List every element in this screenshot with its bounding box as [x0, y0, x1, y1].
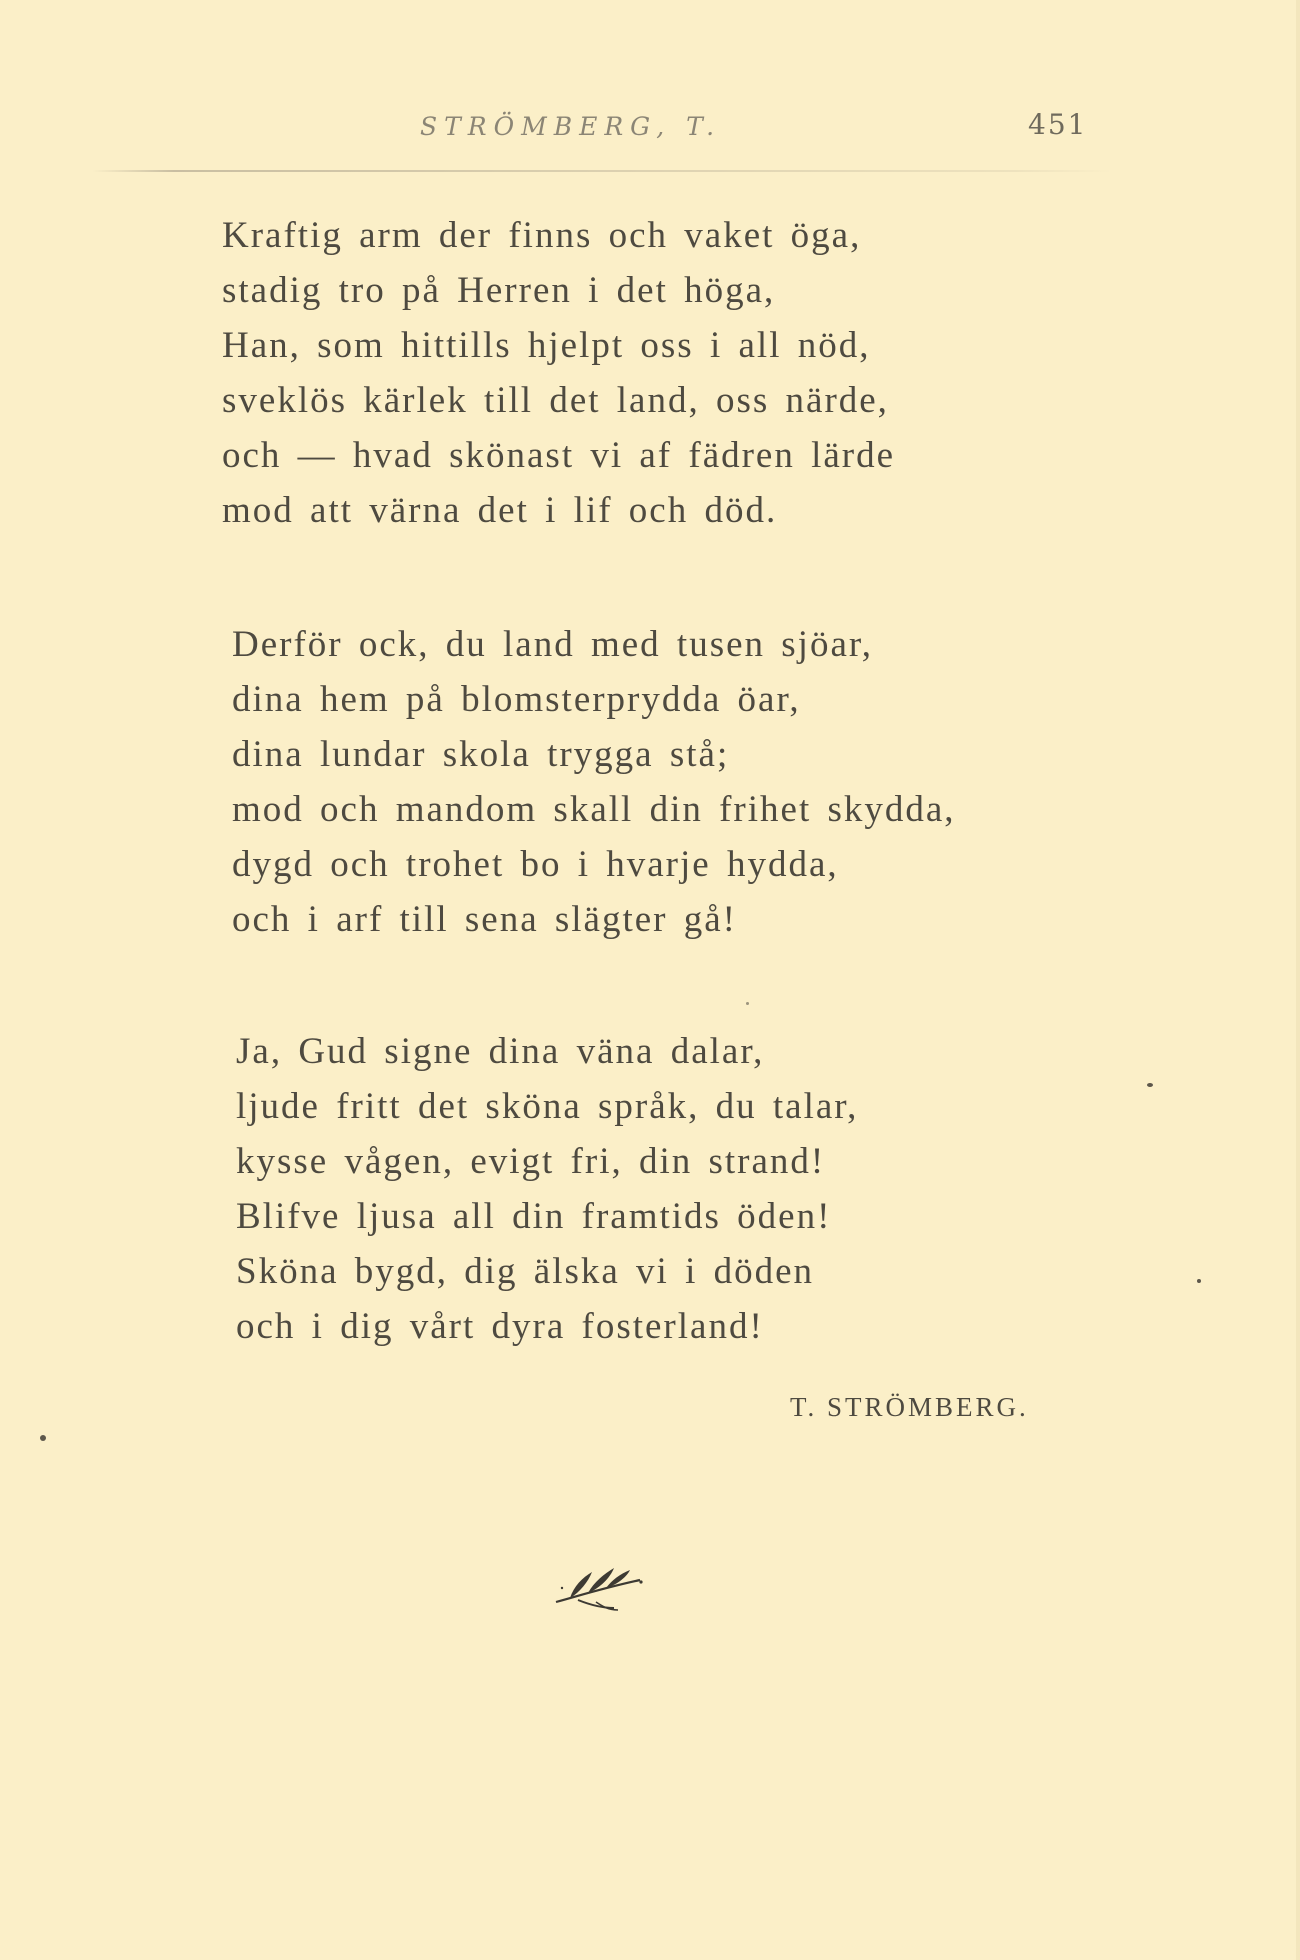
- author-signature: T. STRÖMBERG.: [790, 1392, 1029, 1422]
- poem-line: ljude fritt det sköna språk, du talar,: [236, 1086, 859, 1127]
- poem-line: och i arf till sena slägter gå!: [232, 899, 737, 940]
- poem-line: Blifve ljusa all din framtids öden!: [236, 1196, 832, 1237]
- header-rule: [92, 170, 1112, 172]
- stanza-3: [236, 1024, 858, 1354]
- poem-line: sveklös kärlek till det land, oss närde,: [222, 380, 889, 421]
- running-title: STRÖMBERG, T.: [420, 112, 722, 141]
- ink-speck: [1197, 1279, 1201, 1283]
- poem-line: Han, som hittills hjelpt oss i all nöd,: [222, 325, 871, 366]
- poem-line: Ja, Gud signe dina väna dalar,: [236, 1031, 765, 1072]
- poem-line: mod och mandom skall din frihet skydda,: [232, 789, 956, 830]
- ink-speck: [746, 1002, 749, 1005]
- poem-line: och i dig vårt dyra fosterland!: [236, 1306, 764, 1347]
- poem-line: Derför ock, du land med tusen sjöar,: [232, 624, 873, 665]
- leaf-sprig-icon: [548, 1558, 648, 1614]
- ink-speck: [1147, 1083, 1153, 1087]
- stanza-1: [222, 208, 895, 538]
- poem-line: dina lundar skola trygga stå;: [232, 734, 730, 775]
- ink-speck: [40, 1435, 46, 1441]
- poem-line: och — hvad skönast vi af fädren lärde: [222, 435, 896, 476]
- poem-line: kysse vågen, evigt fri, din strand!: [236, 1141, 826, 1182]
- poem-line: dygd och trohet bo i hvarje hydda,: [232, 844, 839, 885]
- poem-line: Kraftig arm der finns och vaket öga,: [222, 215, 862, 256]
- stanza-2: [232, 617, 956, 947]
- poem-line: Sköna bygd, dig älska vi i döden: [236, 1251, 815, 1292]
- page-number: 451: [1028, 108, 1088, 141]
- poem-line: dina hem på blomsterprydda öar,: [232, 679, 801, 720]
- poem-line: mod att värna det i lif och död.: [222, 490, 778, 531]
- poem-line: stadig tro på Herren i det höga,: [222, 270, 776, 311]
